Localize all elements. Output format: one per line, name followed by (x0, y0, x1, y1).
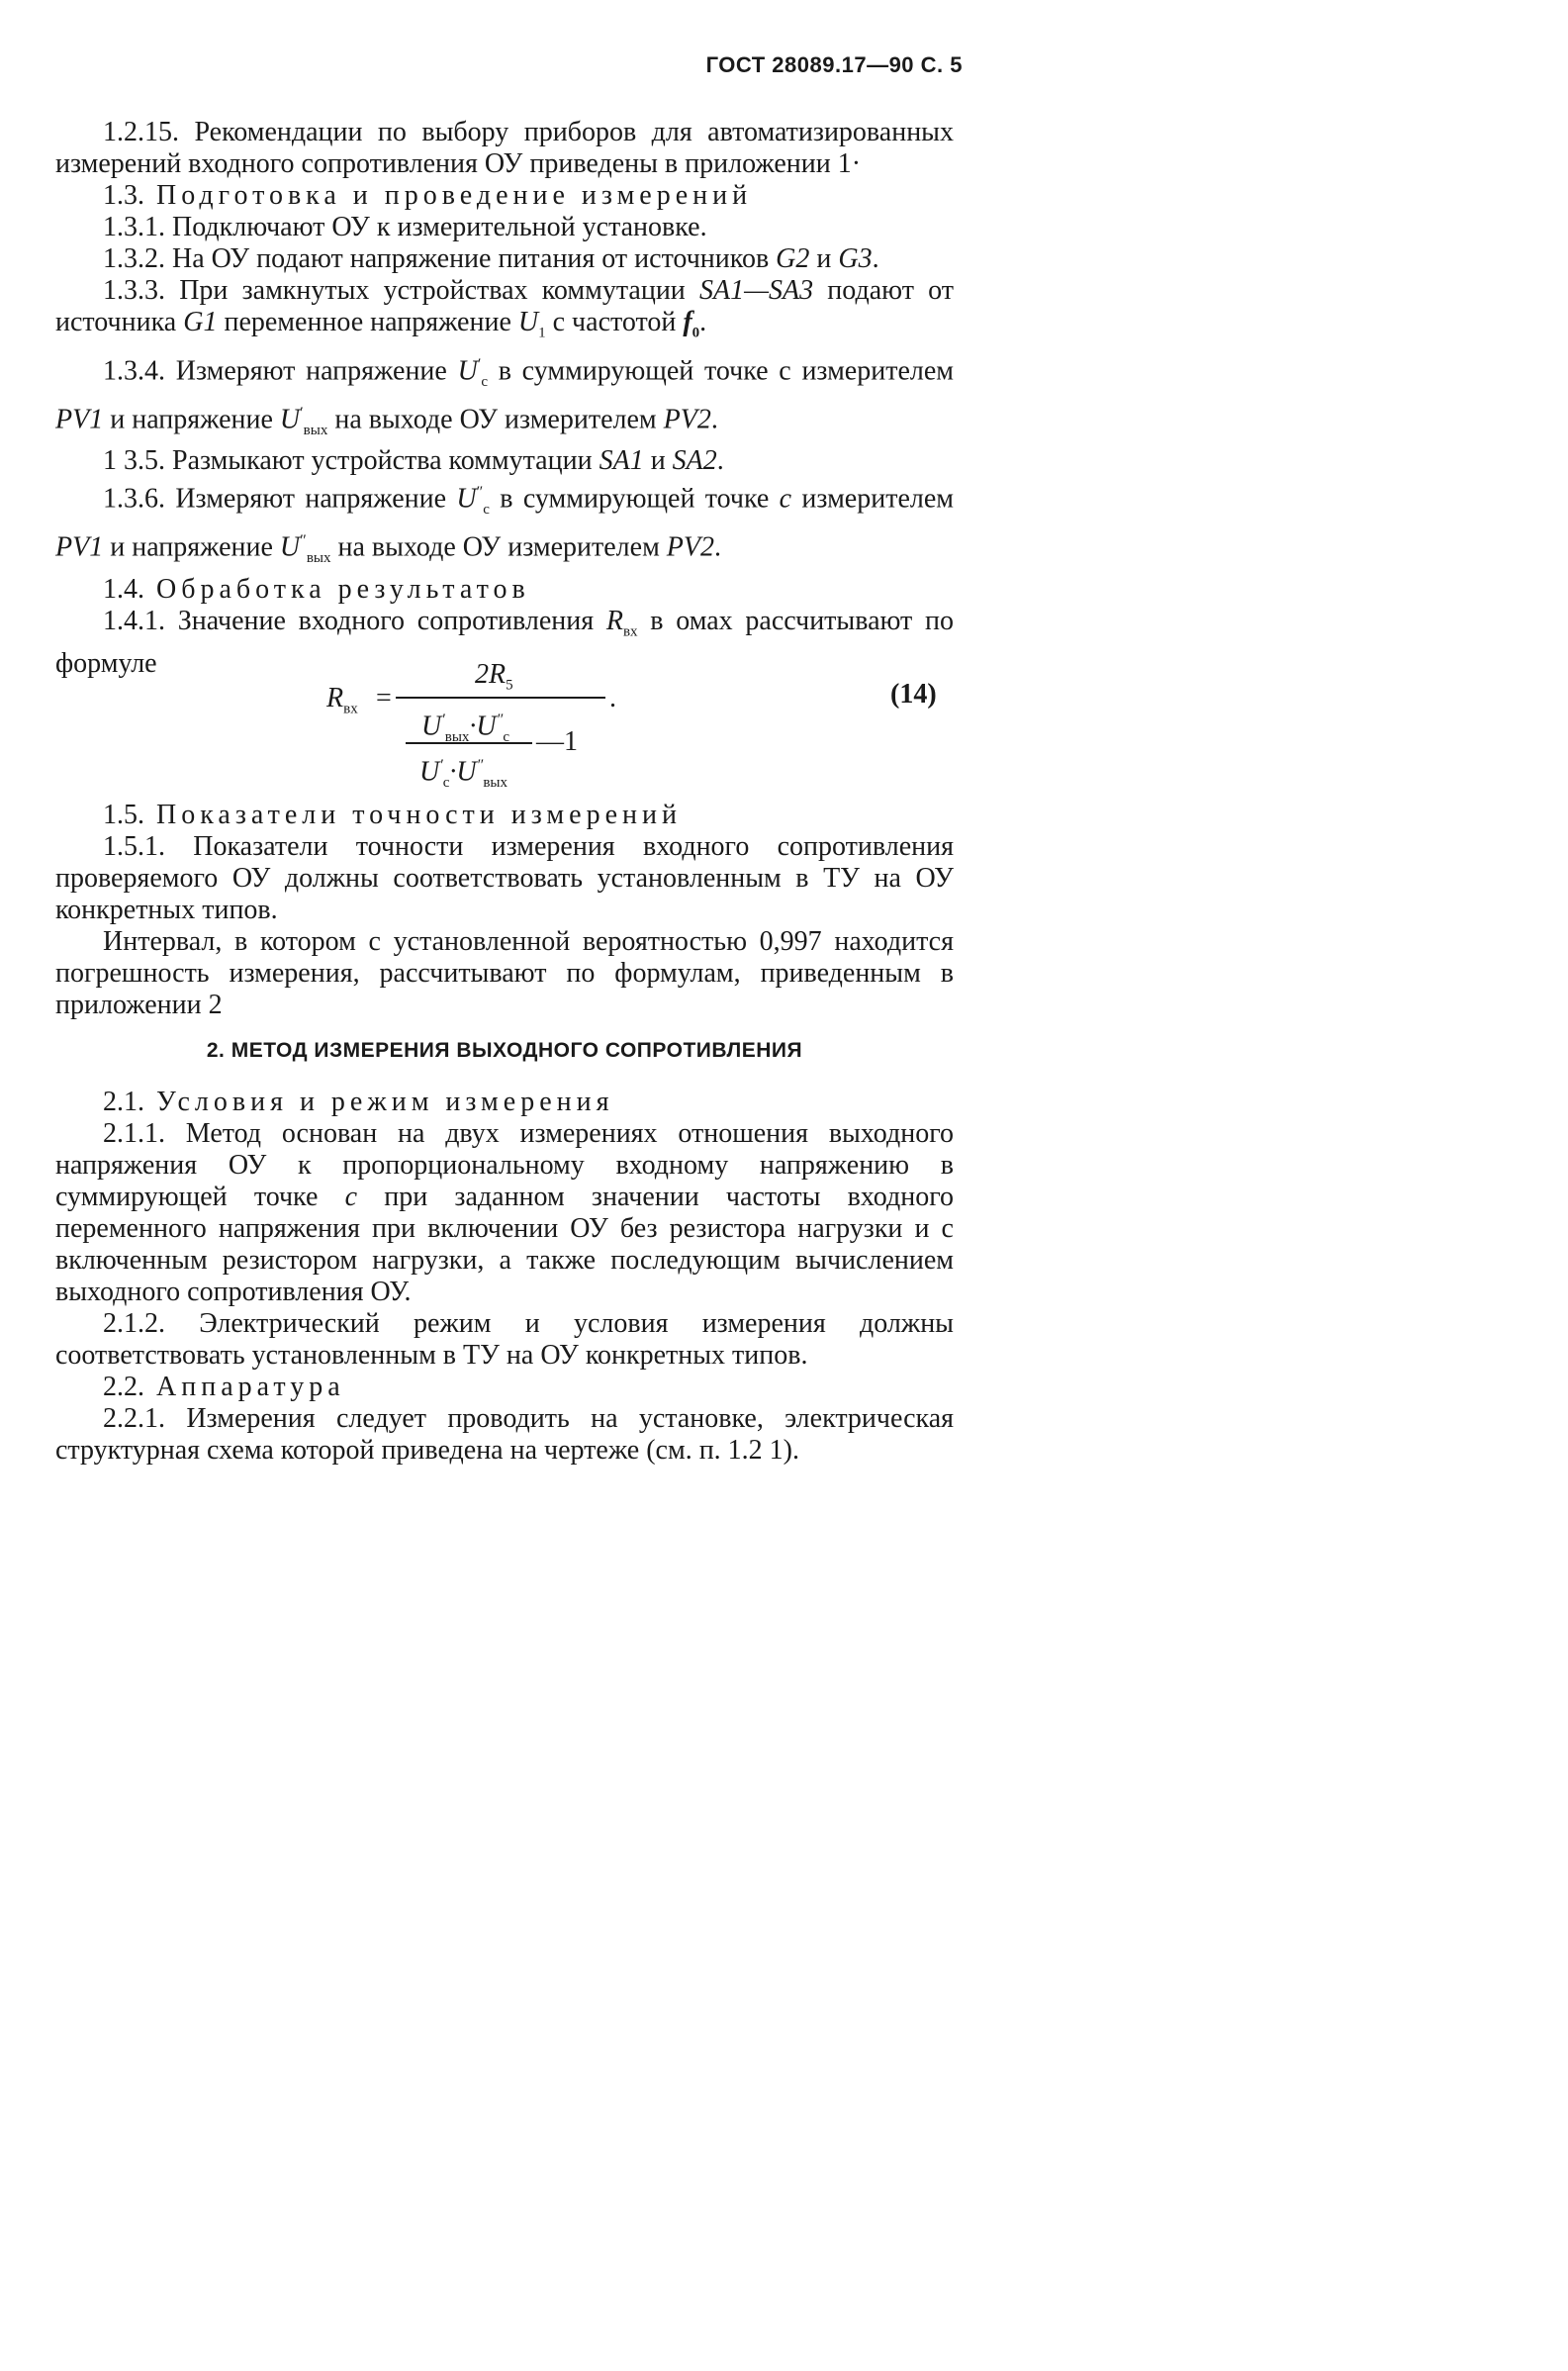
text-run: 1.3.6. Измеряют напряжение (103, 483, 457, 515)
text-run: . (716, 445, 724, 477)
symbol-uc-prime: U (457, 354, 478, 386)
formula-dot: · (469, 711, 477, 742)
formula-symbol: R (326, 683, 344, 713)
text-run: в суммирующей точке с измерителем (487, 354, 954, 386)
text-run: . (714, 531, 721, 563)
formula-symbol: U (456, 756, 477, 788)
superscript: ′ (439, 757, 443, 774)
symbol-pv2: PV2 (663, 403, 711, 434)
formula-dot: · (449, 756, 457, 788)
inner-denominator (419, 750, 507, 799)
subscript: c (503, 728, 509, 745)
symbol-uc-dprime: U (456, 483, 477, 515)
symbol-pv2: PV2 (666, 531, 714, 563)
text-run: 1 3.5. Размыкают устройства коммутации (103, 445, 600, 477)
text-run: на выходе ОУ измерителем (330, 531, 667, 563)
superscript: ′ (300, 404, 304, 422)
symbol-g3: G3 (838, 243, 873, 274)
text-run: измерителем (791, 483, 954, 515)
paragraph-2-1-1 (55, 1118, 954, 1308)
subsection-title: Аппаратура (156, 1372, 345, 1402)
symbol-c: c (779, 483, 792, 515)
text-run: . (872, 243, 879, 274)
paragraph-1-3-5 (55, 445, 954, 477)
symbol-c: c (344, 1182, 358, 1212)
symbol-g2: G2 (776, 243, 810, 274)
subscript: вх (622, 623, 638, 640)
subscript: вых (444, 728, 470, 745)
symbol-g1: G1 (183, 307, 218, 337)
subscript: c (483, 502, 490, 519)
paragraph-1-3-4 (55, 349, 954, 446)
subscript: вых (306, 550, 331, 567)
subscript: c (481, 373, 488, 390)
text-block-top (55, 117, 954, 680)
paragraph-2-1-2: 2.1.2. Электрический режим и условия измерения должны соответствовать установленным в ТУ на ОУ конкретных типов. (55, 1308, 954, 1371)
text-run: при заданном значении частоты входного переменного напряжения при включении ОУ без резистора нагрузки и с включенным резистором нагрузки, а также последующим вычислением выходного сопротивления ОУ. (55, 1182, 954, 1307)
main-fraction-line (396, 697, 605, 699)
text-run: на выходе ОУ измерителем (327, 403, 664, 434)
symbol-sa1-sa3: SA1—SA3 (699, 275, 814, 306)
subsection-number: 2.1. (103, 1087, 144, 1117)
symbol-pv1: PV1 (55, 403, 104, 434)
subsection-heading-1-5 (55, 800, 954, 831)
superscript: ″ (496, 711, 504, 728)
text-run: и (643, 445, 673, 477)
subsection-heading-1-4 (55, 574, 954, 606)
formula-numerator (475, 659, 513, 702)
formula-period: . (609, 683, 616, 713)
text-run: в суммирующей точке (489, 483, 780, 515)
subsection-number: 1.4. (103, 574, 144, 606)
paragraph-1-3-3 (55, 275, 954, 349)
superscript: ′ (477, 355, 482, 373)
subsection-number: 2.2. (103, 1372, 144, 1402)
subsection-heading-2-1 (55, 1087, 954, 1118)
subsection-heading-2-2 (55, 1372, 954, 1403)
formula-symbol: 2R (475, 659, 507, 690)
subscript: 1 (538, 325, 546, 341)
text-run: 2.1.1. Метод основан на двух измерениях отношения выходного напряжения ОУ к пропорциональному входному напряжению в суммирующей точке (55, 1118, 954, 1212)
subsection-title: Показатели точности измерений (156, 800, 682, 830)
superscript: ″ (476, 757, 484, 774)
subscript: 0 (692, 325, 700, 341)
formula-symbol: U (476, 711, 497, 742)
subsection-heading-1-3 (55, 180, 954, 212)
paragraph-2-2-1: 2.2.1. Измерения следует проводить на установке, электрическая структурная схема которой приведена на чертеже (см. п. 1.2 1). (55, 1403, 954, 1466)
symbol-f0: f (683, 307, 692, 337)
equation-number: (14) (890, 679, 937, 710)
subscript: вых (483, 774, 507, 791)
subscript: 5 (506, 677, 513, 694)
text-run: 1.3.4. Измеряют напряжение (103, 354, 458, 386)
subsection-title: Условия и режим измерения (156, 1087, 614, 1117)
subsection-title: Обработка результатов (156, 574, 530, 606)
symbol-u1: U (517, 307, 539, 337)
symbol-sa2: SA2 (672, 445, 717, 477)
symbol-uout-prime: U (279, 403, 301, 434)
subscript: вых (303, 422, 328, 438)
page-header: ГОСТ 28089.17—90 С. 5 (705, 52, 963, 77)
subsection-title: Подготовка и проведение измерений (156, 180, 753, 211)
subscript: вх (343, 701, 358, 717)
text-run: 1.4.1. Значение входного сопротивления (103, 606, 606, 637)
formula-minus-one: —1 (536, 726, 578, 757)
paragraph-1-2-15: 1.2.15. Рекомендации по выбору приборов для автоматизированных измерений входного сопротивления ОУ приведены в приложении 1· (55, 117, 954, 179)
text-run: . (710, 403, 718, 434)
inner-fraction-line (406, 742, 532, 744)
paragraph-interval: Интервал, в котором с установленной вероятностью 0,997 находится погрешность измерения, рассчитывают по формулам, приведенным в приложении 2 (55, 926, 954, 1020)
formula-symbol: U (421, 711, 442, 742)
symbol-uout-dprime: U (279, 531, 301, 563)
formula-symbol: U (419, 756, 440, 788)
subsection-number: 1.3. (103, 180, 144, 211)
paragraph-1-3-6 (55, 477, 954, 574)
text-block-bottom (55, 800, 954, 1467)
text-run: переменное напряжение (217, 307, 518, 337)
text-run: . (699, 307, 707, 337)
paragraph-1-3-2 (55, 243, 954, 275)
text-run: и напряжение (103, 403, 280, 434)
paragraph-1-3-1: 1.3.1. Подключают ОУ к измерительной установке. (103, 212, 707, 242)
superscript: ″ (476, 484, 484, 502)
subsection-number: 1.5. (103, 800, 144, 830)
text-run: и (809, 243, 839, 274)
paragraph-1-5-1: 1.5.1. Показатели точности измерения входного сопротивления проверяемого ОУ должны соответствовать установленным в ТУ на ОУ конкретных типов. (55, 831, 954, 925)
formula-equals: = (376, 683, 392, 713)
text-run: с частотой (545, 307, 684, 337)
superscript: ″ (300, 532, 307, 550)
symbol-rin: R (605, 606, 623, 637)
inner-numerator (421, 705, 509, 753)
text-run: подают от источника (55, 275, 954, 337)
text-run: 1.3.3. При замкнутых устройствах коммутации (103, 275, 699, 306)
formula-lhs (326, 683, 358, 725)
subscript: c (442, 774, 450, 791)
section-2-heading: 2. МЕТОД ИЗМЕРЕНИЯ ВЫХОДНОГО СОПРОТИВЛЕНИЯ (206, 1039, 803, 1062)
text-run: и напряжение (103, 531, 280, 563)
symbol-sa1: SA1 (599, 445, 644, 477)
superscript: ′ (441, 711, 445, 728)
text-run: в омах рассчитывают по формуле (55, 606, 954, 679)
text-run: 1.3.2. На ОУ подают напряжение питания от источников (103, 243, 777, 274)
formula-14 (326, 659, 643, 791)
symbol-pv1: PV1 (55, 531, 104, 563)
